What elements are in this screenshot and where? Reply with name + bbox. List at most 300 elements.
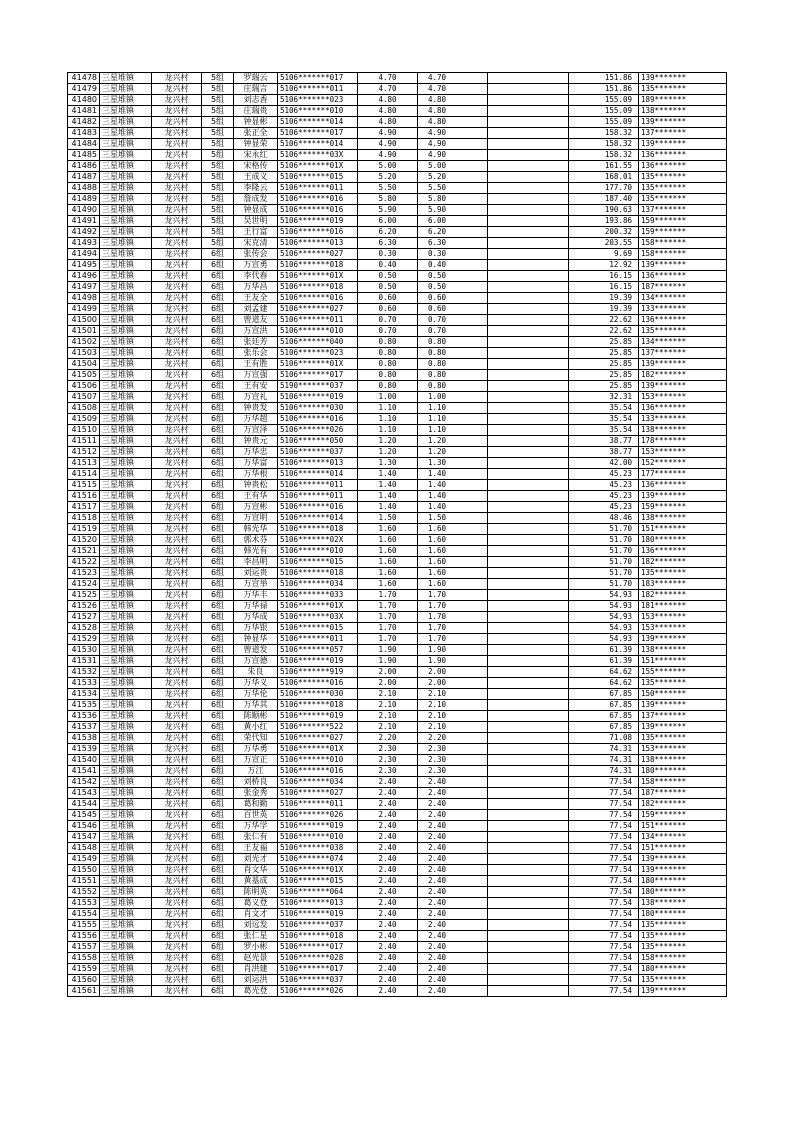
area-cell: 4.90 xyxy=(358,150,418,161)
id-number-cell: 5106*******01X xyxy=(278,744,358,755)
group-cell: 6组 xyxy=(202,887,234,898)
row-number: 41483 xyxy=(68,128,100,139)
phone-cell: 152******* xyxy=(639,458,727,469)
id-number-cell: 5106*******01X xyxy=(278,161,358,172)
confirmed-area-cell: 0.70 xyxy=(418,326,488,337)
confirmed-area-cell: 1.60 xyxy=(418,546,488,557)
name-cell: 万宣正 xyxy=(234,755,278,766)
amount-cell: 45.23 xyxy=(569,502,639,513)
town-cell: 三星堆镇 xyxy=(100,249,152,260)
town-cell: 三星堆镇 xyxy=(100,678,152,689)
name-cell: 庄瑞言 xyxy=(234,84,278,95)
table-row xyxy=(68,546,727,557)
id-number-cell: 5106*******018 xyxy=(278,700,358,711)
amount-cell: 42.00 xyxy=(569,458,639,469)
village-cell: 龙兴村 xyxy=(152,975,202,986)
name-cell: 万宣彬 xyxy=(234,502,278,513)
id-number-cell: 5106*******037 xyxy=(278,975,358,986)
row-number: 41533 xyxy=(68,678,100,689)
table-row xyxy=(68,612,727,623)
name-cell: 钟显华 xyxy=(234,634,278,645)
area-cell: 2.40 xyxy=(358,909,418,920)
phone-cell: 135******* xyxy=(639,920,727,931)
amount-cell: 19.39 xyxy=(569,304,639,315)
table-row xyxy=(68,469,727,480)
table-body xyxy=(68,73,727,997)
village-cell: 龙兴村 xyxy=(152,645,202,656)
confirmed-area-cell: 1.40 xyxy=(418,480,488,491)
confirmed-area-cell: 4.70 xyxy=(418,84,488,95)
village-cell: 龙兴村 xyxy=(152,95,202,106)
group-cell: 6组 xyxy=(202,821,234,832)
town-cell: 三星堆镇 xyxy=(100,854,152,865)
blank-cell xyxy=(488,953,569,964)
group-cell: 6组 xyxy=(202,700,234,711)
village-cell: 龙兴村 xyxy=(152,216,202,227)
group-cell: 6组 xyxy=(202,942,234,953)
name-cell: 万宣明 xyxy=(234,513,278,524)
area-cell: 5.90 xyxy=(358,205,418,216)
group-cell: 6组 xyxy=(202,469,234,480)
group-cell: 6组 xyxy=(202,414,234,425)
confirmed-area-cell: 0.80 xyxy=(418,337,488,348)
confirmed-area-cell: 1.40 xyxy=(418,502,488,513)
table-row xyxy=(68,271,727,282)
town-cell: 三星堆镇 xyxy=(100,667,152,678)
blank-cell xyxy=(488,469,569,480)
group-cell: 5组 xyxy=(202,95,234,106)
name-cell: 宋克清 xyxy=(234,238,278,249)
blank-cell xyxy=(488,480,569,491)
row-number: 41523 xyxy=(68,568,100,579)
blank-cell xyxy=(488,315,569,326)
name-cell: 罗小彬 xyxy=(234,942,278,953)
group-cell: 6组 xyxy=(202,370,234,381)
confirmed-area-cell: 2.40 xyxy=(418,920,488,931)
group-cell: 6组 xyxy=(202,623,234,634)
table-row xyxy=(68,128,727,139)
village-cell: 龙兴村 xyxy=(152,194,202,205)
confirmed-area-cell: 2.40 xyxy=(418,964,488,975)
name-cell: 万华超 xyxy=(234,414,278,425)
village-cell: 龙兴村 xyxy=(152,403,202,414)
village-cell: 龙兴村 xyxy=(152,744,202,755)
table-row xyxy=(68,667,727,678)
blank-cell xyxy=(488,568,569,579)
row-number: 41495 xyxy=(68,260,100,271)
town-cell: 三星堆镇 xyxy=(100,381,152,392)
group-cell: 6组 xyxy=(202,491,234,502)
confirmed-area-cell: 2.40 xyxy=(418,854,488,865)
row-number: 41551 xyxy=(68,876,100,887)
name-cell: 李代春 xyxy=(234,271,278,282)
confirmed-area-cell: 0.80 xyxy=(418,370,488,381)
group-cell: 6组 xyxy=(202,733,234,744)
name-cell: 王有华 xyxy=(234,491,278,502)
confirmed-area-cell: 2.40 xyxy=(418,942,488,953)
amount-cell: 12.92 xyxy=(569,260,639,271)
area-cell: 1.10 xyxy=(358,403,418,414)
town-cell: 三星堆镇 xyxy=(100,282,152,293)
blank-cell xyxy=(488,898,569,909)
amount-cell: 77.54 xyxy=(569,909,639,920)
village-cell: 龙兴村 xyxy=(152,777,202,788)
name-cell: 钟贵发 xyxy=(234,403,278,414)
town-cell: 三星堆镇 xyxy=(100,260,152,271)
name-cell: 万宣洪 xyxy=(234,326,278,337)
phone-cell: 159******* xyxy=(639,227,727,238)
confirmed-area-cell: 1.60 xyxy=(418,524,488,535)
group-cell: 6组 xyxy=(202,854,234,865)
blank-cell xyxy=(488,502,569,513)
amount-cell: 193.86 xyxy=(569,216,639,227)
name-cell: 万宣举 xyxy=(234,579,278,590)
town-cell: 三星堆镇 xyxy=(100,700,152,711)
blank-cell xyxy=(488,909,569,920)
town-cell: 三星堆镇 xyxy=(100,403,152,414)
group-cell: 6组 xyxy=(202,909,234,920)
id-number-cell: 5106*******019 xyxy=(278,216,358,227)
blank-cell xyxy=(488,117,569,128)
phone-cell: 158******* xyxy=(639,777,727,788)
id-number-cell: 5106*******014 xyxy=(278,513,358,524)
amount-cell: 77.54 xyxy=(569,898,639,909)
village-cell: 龙兴村 xyxy=(152,491,202,502)
table-row xyxy=(68,821,727,832)
confirmed-area-cell: 5.50 xyxy=(418,183,488,194)
row-number: 41539 xyxy=(68,744,100,755)
village-cell: 龙兴村 xyxy=(152,161,202,172)
village-cell: 龙兴村 xyxy=(152,700,202,711)
phone-cell: 139******* xyxy=(639,359,727,370)
row-number: 41544 xyxy=(68,799,100,810)
confirmed-area-cell: 2.40 xyxy=(418,799,488,810)
confirmed-area-cell: 2.40 xyxy=(418,777,488,788)
id-number-cell: 5106*******011 xyxy=(278,480,358,491)
row-number: 41528 xyxy=(68,623,100,634)
table-row xyxy=(68,601,727,612)
village-cell: 龙兴村 xyxy=(152,964,202,975)
town-cell: 三星堆镇 xyxy=(100,84,152,95)
amount-cell: 51.70 xyxy=(569,579,639,590)
id-number-cell: 5106*******037 xyxy=(278,447,358,458)
row-number: 41487 xyxy=(68,172,100,183)
amount-cell: 77.54 xyxy=(569,876,639,887)
confirmed-area-cell: 2.40 xyxy=(418,810,488,821)
town-cell: 三星堆镇 xyxy=(100,95,152,106)
phone-cell: 134******* xyxy=(639,832,727,843)
group-cell: 5组 xyxy=(202,139,234,150)
area-cell: 0.30 xyxy=(358,249,418,260)
town-cell: 三星堆镇 xyxy=(100,909,152,920)
amount-cell: 77.54 xyxy=(569,975,639,986)
group-cell: 6组 xyxy=(202,689,234,700)
id-number-cell: 5106*******038 xyxy=(278,843,358,854)
phone-cell: 135******* xyxy=(639,733,727,744)
confirmed-area-cell: 2.40 xyxy=(418,975,488,986)
row-number: 41489 xyxy=(68,194,100,205)
amount-cell: 38.77 xyxy=(569,447,639,458)
confirmed-area-cell: 1.60 xyxy=(418,535,488,546)
group-cell: 5组 xyxy=(202,172,234,183)
area-cell: 1.20 xyxy=(358,436,418,447)
phone-cell: 182******* xyxy=(639,799,727,810)
phone-cell: 180******* xyxy=(639,876,727,887)
amount-cell: 35.54 xyxy=(569,425,639,436)
confirmed-area-cell: 2.30 xyxy=(418,755,488,766)
id-number-cell: 5106*******03X xyxy=(278,612,358,623)
id-number-cell: 5106*******010 xyxy=(278,106,358,117)
confirmed-area-cell: 1.00 xyxy=(418,392,488,403)
id-number-cell: 5106*******015 xyxy=(278,172,358,183)
blank-cell xyxy=(488,557,569,568)
row-number: 41527 xyxy=(68,612,100,623)
phone-cell: 177******* xyxy=(639,469,727,480)
id-number-cell: 5106*******018 xyxy=(278,568,358,579)
group-cell: 5组 xyxy=(202,161,234,172)
table-row xyxy=(68,898,727,909)
blank-cell xyxy=(488,260,569,271)
area-cell: 1.60 xyxy=(358,535,418,546)
blank-cell xyxy=(488,986,569,997)
area-cell: 2.40 xyxy=(358,975,418,986)
phone-cell: 135******* xyxy=(639,326,727,337)
amount-cell: 177.70 xyxy=(569,183,639,194)
village-cell: 龙兴村 xyxy=(152,260,202,271)
area-cell: 4.80 xyxy=(358,106,418,117)
amount-cell: 67.85 xyxy=(569,689,639,700)
group-cell: 6组 xyxy=(202,293,234,304)
confirmed-area-cell: 1.60 xyxy=(418,557,488,568)
group-cell: 6组 xyxy=(202,546,234,557)
village-cell: 龙兴村 xyxy=(152,249,202,260)
blank-cell xyxy=(488,183,569,194)
id-number-cell: 5106*******01X xyxy=(278,271,358,282)
village-cell: 龙兴村 xyxy=(152,436,202,447)
phone-cell: 180******* xyxy=(639,964,727,975)
blank-cell xyxy=(488,876,569,887)
amount-cell: 64.62 xyxy=(569,678,639,689)
group-cell: 5组 xyxy=(202,183,234,194)
village-cell: 龙兴村 xyxy=(152,73,202,84)
row-number: 41496 xyxy=(68,271,100,282)
table-row xyxy=(68,678,727,689)
name-cell: 黄小红 xyxy=(234,722,278,733)
row-number: 41510 xyxy=(68,425,100,436)
id-number-cell: 5106*******019 xyxy=(278,656,358,667)
town-cell: 三星堆镇 xyxy=(100,293,152,304)
table-row xyxy=(68,535,727,546)
group-cell: 6组 xyxy=(202,403,234,414)
town-cell: 三星堆镇 xyxy=(100,898,152,909)
confirmed-area-cell: 1.50 xyxy=(418,513,488,524)
name-cell: 钟显荣 xyxy=(234,139,278,150)
amount-cell: 187.40 xyxy=(569,194,639,205)
row-number: 41504 xyxy=(68,359,100,370)
town-cell: 三星堆镇 xyxy=(100,689,152,700)
town-cell: 三星堆镇 xyxy=(100,227,152,238)
group-cell: 6组 xyxy=(202,898,234,909)
name-cell: 钟显成 xyxy=(234,205,278,216)
row-number: 41502 xyxy=(68,337,100,348)
name-cell: 宋格传 xyxy=(234,161,278,172)
group-cell: 6组 xyxy=(202,590,234,601)
name-cell: 葛和勤 xyxy=(234,799,278,810)
phone-cell: 136******* xyxy=(639,403,727,414)
group-cell: 6组 xyxy=(202,326,234,337)
area-cell: 1.40 xyxy=(358,502,418,513)
confirmed-area-cell: 0.30 xyxy=(418,249,488,260)
blank-cell xyxy=(488,810,569,821)
phone-cell: 137******* xyxy=(639,348,727,359)
phone-cell: 136******* xyxy=(639,480,727,491)
area-cell: 2.40 xyxy=(358,788,418,799)
area-cell: 1.90 xyxy=(358,656,418,667)
blank-cell xyxy=(488,843,569,854)
blank-cell xyxy=(488,436,569,447)
town-cell: 三星堆镇 xyxy=(100,986,152,997)
row-number: 41517 xyxy=(68,502,100,513)
id-number-cell: 5106*******015 xyxy=(278,557,358,568)
village-cell: 龙兴村 xyxy=(152,205,202,216)
blank-cell xyxy=(488,370,569,381)
table-row xyxy=(68,733,727,744)
row-number: 41515 xyxy=(68,480,100,491)
phone-cell: 135******* xyxy=(639,931,727,942)
phone-cell: 136******* xyxy=(639,546,727,557)
id-number-cell: 5106*******027 xyxy=(278,304,358,315)
phone-cell: 180******* xyxy=(639,535,727,546)
area-cell: 2.00 xyxy=(358,678,418,689)
id-number-cell: 5106*******018 xyxy=(278,524,358,535)
name-cell: 刘远发 xyxy=(234,920,278,931)
confirmed-area-cell: 2.00 xyxy=(418,678,488,689)
blank-cell xyxy=(488,359,569,370)
amount-cell: 77.54 xyxy=(569,821,639,832)
id-number-cell: 5106*******522 xyxy=(278,722,358,733)
name-cell: 万华忠 xyxy=(234,447,278,458)
table-row xyxy=(68,260,727,271)
row-number: 41513 xyxy=(68,458,100,469)
town-cell: 三星堆镇 xyxy=(100,810,152,821)
area-cell: 1.00 xyxy=(358,392,418,403)
amount-cell: 16.15 xyxy=(569,271,639,282)
blank-cell xyxy=(488,304,569,315)
confirmed-area-cell: 2.30 xyxy=(418,766,488,777)
id-number-cell: 5106*******02X xyxy=(278,535,358,546)
id-number-cell: 5106*******016 xyxy=(278,502,358,513)
name-cell: 万华伦 xyxy=(234,689,278,700)
phone-cell: 139******* xyxy=(639,722,727,733)
village-cell: 龙兴村 xyxy=(152,854,202,865)
blank-cell xyxy=(488,931,569,942)
amount-cell: 77.54 xyxy=(569,986,639,997)
group-cell: 6组 xyxy=(202,601,234,612)
confirmed-area-cell: 1.40 xyxy=(418,491,488,502)
area-cell: 2.40 xyxy=(358,887,418,898)
group-cell: 6组 xyxy=(202,425,234,436)
blank-cell xyxy=(488,293,569,304)
confirmed-area-cell: 4.90 xyxy=(418,150,488,161)
table-row xyxy=(68,491,727,502)
amount-cell: 158.32 xyxy=(569,128,639,139)
village-cell: 龙兴村 xyxy=(152,733,202,744)
id-number-cell: 5106*******017 xyxy=(278,128,358,139)
id-number-cell: 5106*******03X xyxy=(278,150,358,161)
name-cell: 张廷芳 xyxy=(234,337,278,348)
confirmed-area-cell: 2.20 xyxy=(418,733,488,744)
amount-cell: 51.70 xyxy=(569,524,639,535)
row-number: 41521 xyxy=(68,546,100,557)
area-cell: 2.10 xyxy=(358,711,418,722)
name-cell: 万华勇 xyxy=(234,744,278,755)
town-cell: 三星堆镇 xyxy=(100,359,152,370)
town-cell: 三星堆镇 xyxy=(100,172,152,183)
phone-cell: 151******* xyxy=(639,821,727,832)
village-cell: 龙兴村 xyxy=(152,953,202,964)
amount-cell: 54.93 xyxy=(569,601,639,612)
name-cell: 张仁星 xyxy=(234,931,278,942)
table-row xyxy=(68,502,727,513)
name-cell: 宋永红 xyxy=(234,150,278,161)
town-cell: 三星堆镇 xyxy=(100,491,152,502)
table-row xyxy=(68,381,727,392)
blank-cell xyxy=(488,392,569,403)
row-number: 41524 xyxy=(68,579,100,590)
confirmed-area-cell: 1.70 xyxy=(418,623,488,634)
amount-cell: 25.85 xyxy=(569,381,639,392)
id-number-cell: 5106*******017 xyxy=(278,73,358,84)
table-row xyxy=(68,777,727,788)
confirmed-area-cell: 5.00 xyxy=(418,161,488,172)
name-cell: 万华昌 xyxy=(234,282,278,293)
area-cell: 0.60 xyxy=(358,293,418,304)
confirmed-area-cell: 5.90 xyxy=(418,205,488,216)
table-row xyxy=(68,909,727,920)
row-number: 41509 xyxy=(68,414,100,425)
amount-cell: 77.54 xyxy=(569,854,639,865)
blank-cell xyxy=(488,799,569,810)
blank-cell xyxy=(488,832,569,843)
blank-cell xyxy=(488,678,569,689)
row-number: 41550 xyxy=(68,865,100,876)
area-cell: 1.30 xyxy=(358,458,418,469)
row-number: 41482 xyxy=(68,117,100,128)
amount-cell: 77.54 xyxy=(569,788,639,799)
blank-cell xyxy=(488,755,569,766)
blank-cell xyxy=(488,667,569,678)
blank-cell xyxy=(488,84,569,95)
group-cell: 6组 xyxy=(202,931,234,942)
name-cell: 万华禄 xyxy=(234,601,278,612)
name-cell: 韩光华 xyxy=(234,524,278,535)
row-number: 41556 xyxy=(68,931,100,942)
name-cell: 曾道友 xyxy=(234,315,278,326)
area-cell: 1.60 xyxy=(358,568,418,579)
confirmed-area-cell: 2.40 xyxy=(418,909,488,920)
name-cell: 荣代知 xyxy=(234,733,278,744)
village-cell: 龙兴村 xyxy=(152,601,202,612)
amount-cell: 16.15 xyxy=(569,282,639,293)
amount-cell: 67.85 xyxy=(569,711,639,722)
blank-cell xyxy=(488,722,569,733)
row-number: 41546 xyxy=(68,821,100,832)
group-cell: 6组 xyxy=(202,447,234,458)
row-number: 41498 xyxy=(68,293,100,304)
phone-cell: 158******* xyxy=(639,953,727,964)
phone-cell: 139******* xyxy=(639,381,727,392)
town-cell: 三星堆镇 xyxy=(100,469,152,480)
